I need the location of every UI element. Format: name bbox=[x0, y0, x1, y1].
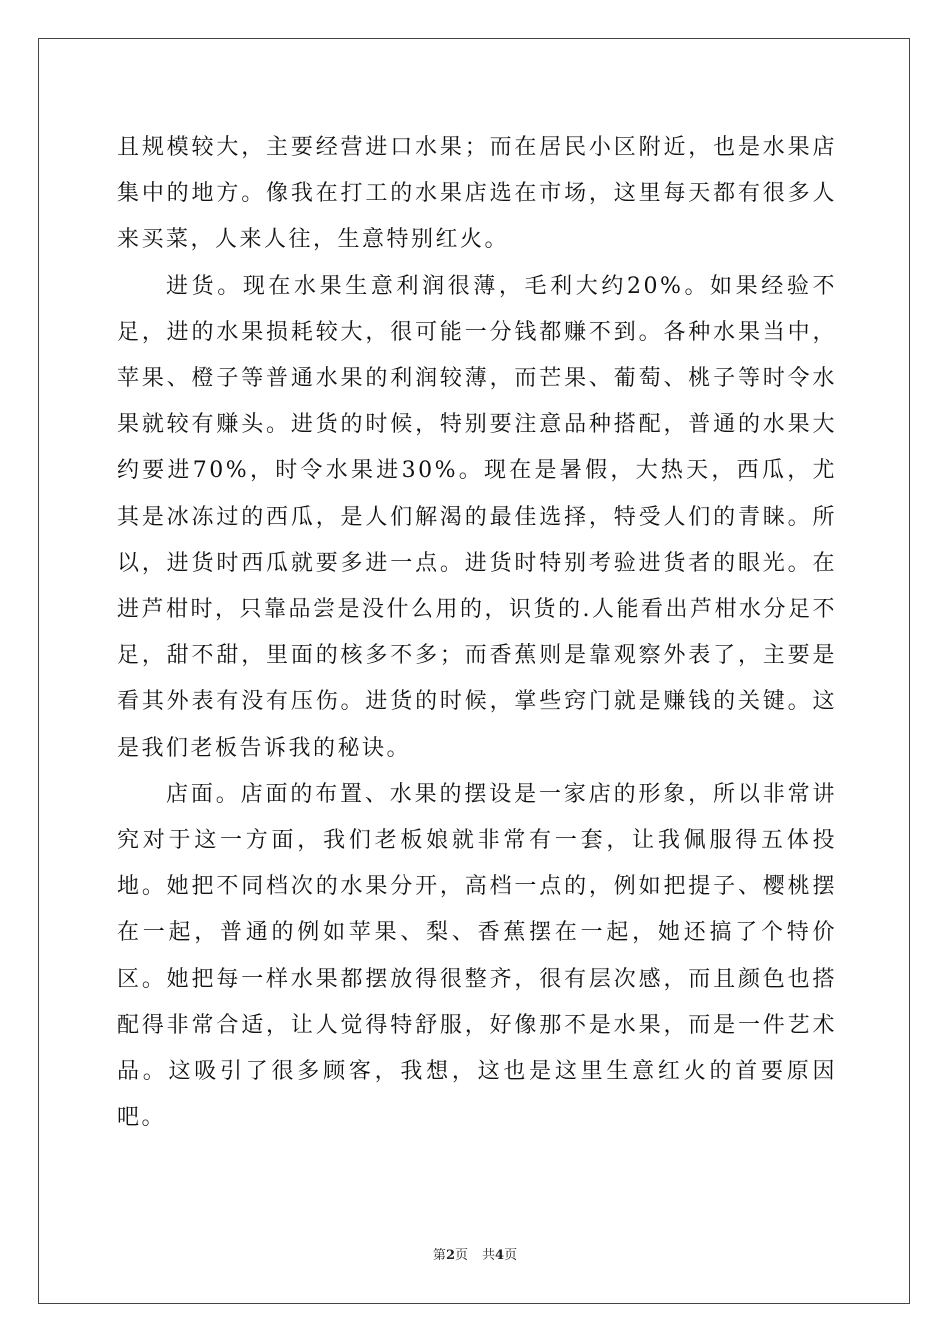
page-current: 2 bbox=[445, 1248, 455, 1263]
document-body bbox=[117, 125, 837, 1141]
total-prefix: 共 bbox=[482, 1248, 496, 1263]
page-footer bbox=[0, 1247, 950, 1265]
paragraph-storefront: 店面。店面的布置、水果的摆设是一家店的形象，所以非常讲究对于这一方面，我们老板娘就非常有一套，让我佩服得五体投地。她把不同档次的水果分开，高档一点的，例如把提子、樱桃摆在一起，普通的例如苹果、梨、香蕉摆在一起，她还搞了个特价区。她把每一样水果都摆放得很整齐，很有层次感，而且颜色也搭配得非常合适，让人觉得特舒服，好像那不是水果，而是一件艺术品。这吸引了很多顾客，我想，这也是这里生意红火的首要原因吧。 bbox=[117, 781, 837, 1131]
page-prefix: 第 bbox=[432, 1248, 446, 1263]
page-unit: 页 bbox=[454, 1248, 468, 1263]
total-unit: 页 bbox=[504, 1248, 518, 1263]
page-total: 4 bbox=[495, 1248, 505, 1263]
paragraph-purchasing: 进货。现在水果生意利润很薄，毛利大约20%。如果经验不足，进的水果损耗较大，很可能一分钱都赚不到。各种水果当中，苹果、橙子等普通水果的利润较薄，而芒果、葡萄、桃子等时令水果就较有赚头。进货的时候，特别要注意品种搭配，普通的水果大约要进70%，时令水果进30%。现在是暑假，大热天，西瓜，尤其是冰冻过的西瓜，是人们解渴的最佳选择，特受人们的青睐。所以，进货时西瓜就要多进一点。进货时特别考验进货者的眼光。在进芦柑时，只靠品尝是没什么用的，识货的.人能看出芦柑水分足不足，甜不甜，里面的核多不多；而香蕉则是靠观察外表了，主要是看其外表有没有压伤。进货的时候，掌些窍门就是赚钱的关键。这是我们老板告诉我的秘诀。 bbox=[117, 273, 837, 761]
paragraph-continuation: 且规模较大，主要经营进口水果；而在居民小区附近，也是水果店集中的地方。像我在打工的水果店选在市场，这里每天都有很多人来买菜，人来人往，生意特别红火。 bbox=[117, 135, 837, 253]
